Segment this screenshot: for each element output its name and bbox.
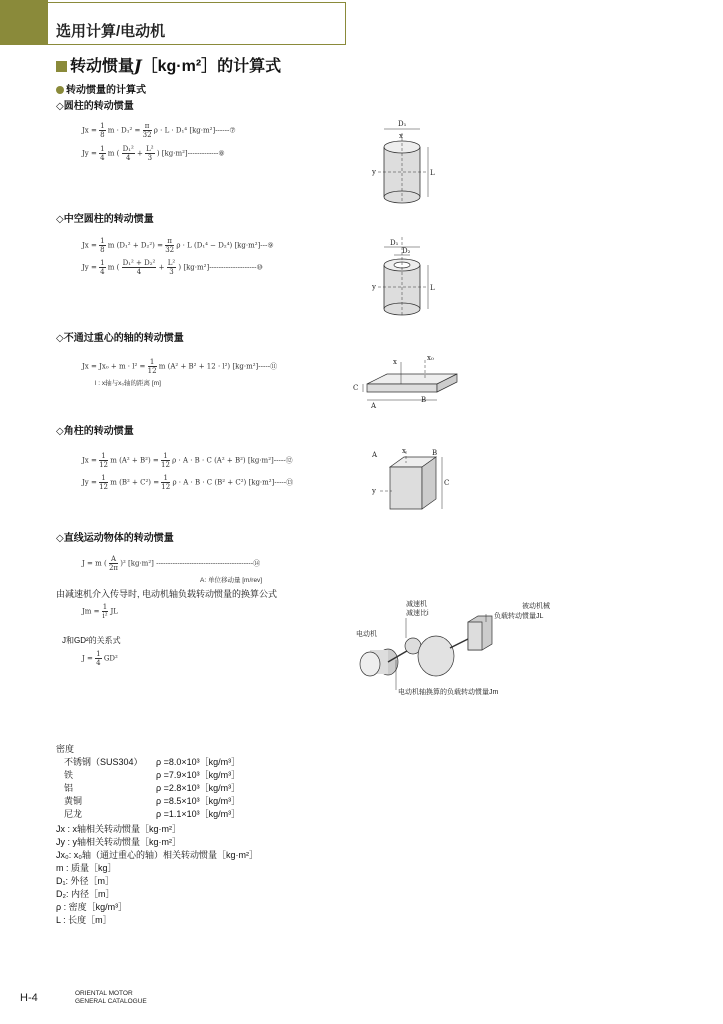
legend-item: m : 质量［kg］ [56, 863, 117, 873]
reducer-diagram [350, 598, 560, 702]
cylinder-diagram [370, 115, 440, 205]
title-square-icon [56, 61, 67, 72]
formula-12: Jx = $\frac{1}{12}$ m (A² + B²) = $\frac{1}{12}$ ρ · A · B · C (A² + B²) [kg·m²]-----⑫ [82, 452, 293, 469]
formula-11: Jx = Jx₀ + m · l² = $\frac{1}{12}$ m (A² + B² + 12 · l²) [kg·m²]-----⑪ [82, 358, 278, 375]
label-reducer: 减速机 [406, 601, 427, 608]
label-ratio: 减速比i [406, 610, 429, 617]
formula-14: J = m ( $\frac{A}{2\pi}$ )² [kg·m²] -----------------------------------------⑭ [82, 555, 261, 572]
legend-item: Jy : y轴相关转动惯量［kg·m²］ [56, 837, 181, 847]
label-A-offaxis: A [371, 402, 377, 410]
label-D2: D₂ [402, 247, 411, 255]
label-x: x [399, 132, 403, 140]
label-D1: D₁ [398, 120, 407, 128]
section-linear: ◇直线运动物体的转动惯量 [56, 533, 174, 544]
header-tab [0, 0, 48, 44]
density-value: ρ =1.1×10³［kg/m³］ [156, 809, 241, 819]
label-x0: x₀ [427, 354, 434, 362]
page-number: H-4 [20, 992, 38, 1004]
header-title: 选用计算/电动机 [56, 23, 166, 40]
density-name: 黄铜 [64, 796, 83, 806]
label-B-prism: B [432, 449, 438, 457]
formula-8: Jy = $\frac{1}{4}$ m ( $\frac{\text{D₁²}}{4}$ + $\frac{\text{L²}}{3}$ ) [kg·m²]-------------⑧ [82, 145, 225, 162]
header-rule-bottom [0, 44, 346, 45]
label-motor-axis: 电动机轴换算的负载转动惯量Jm [398, 689, 499, 696]
header-rule-top [48, 2, 346, 3]
density-name: 铁 [64, 770, 74, 780]
legend-item: D₂: 内径［m］ [56, 889, 115, 899]
legend-item: Jx : x轴相关转动惯量［kg·m²］ [56, 824, 181, 834]
formula-10: Jy = $\frac{1}{4}$ m ( $\frac{\text{D₁² + D₂²}}{4}$ + $\frac{\text{L²}}{3}$ ) [kg·m²]--------------------⑩ [82, 259, 263, 276]
label-L: L [430, 169, 435, 177]
density-value: ρ =8.0×10³［kg/m³］ [156, 757, 241, 767]
density-table [56, 742, 356, 822]
label-C-offaxis: C [353, 384, 359, 392]
section-prism: ◇角柱的转动惯量 [56, 426, 134, 437]
label-x-prism: x [402, 447, 406, 455]
label-y-hollow: y [372, 283, 376, 291]
label-x-offaxis: x [393, 358, 397, 366]
section-offaxis: ◇不通过重心的轴的转动惯量 [56, 333, 184, 344]
page-title: 转动惯量J［kg·m²］的计算式 [56, 53, 281, 76]
prism-diagram [362, 445, 462, 515]
label-load-inertia: 负载转动惯量JL [494, 613, 544, 620]
legend-item: L : 长度［m］ [56, 915, 112, 925]
label-A-prism: A [372, 451, 378, 459]
formula-7: Jx = $\frac{1}{8}$ m · D₁² = $\frac{\pi}{32}$ ρ · L · D₁⁴ [kg·m²]------⑦ [82, 122, 236, 139]
label-driven: 被动机械 [522, 603, 550, 610]
legend-item: ρ : 密度［kg/m³］ [56, 902, 128, 912]
density-name: 铝 [64, 783, 74, 793]
density-name: 尼龙 [64, 809, 83, 819]
section-cylinder: ◇圆柱的转动惯量 [56, 101, 134, 112]
label-y: y [372, 168, 376, 176]
label-C-prism: C [444, 479, 450, 487]
density-title: 密度 [56, 744, 75, 754]
bullet-dot-icon [56, 86, 64, 94]
label-D1-hollow: D₁ [390, 239, 399, 247]
symbol-legend [56, 822, 356, 932]
section-hollow: ◇中空圆柱的转动惯量 [56, 214, 154, 225]
label-L-hollow: L [430, 284, 435, 292]
density-name: 不锈钢（SUS304） [64, 757, 143, 767]
hollow-cylinder-diagram [370, 233, 440, 318]
label-y-prism: y [372, 487, 376, 495]
formula-13: Jy = $\frac{1}{12}$ m (B² + C²) = $\frac{1}{12}$ ρ · A · B · C (B² + C²) [kg·m²]-----⑬ [82, 474, 294, 491]
label-motor: 电动机 [356, 631, 377, 638]
footer-brand: ORIENTAL MOTOR GENERAL CATALOGUE [75, 990, 147, 1005]
gear-title: 由减速机介入传导时, 电动机轴负载转动惯量的换算公式 [56, 589, 278, 599]
linear-note: A: 单位移动量 [m/rev] [200, 577, 263, 584]
formula-9: Jx = $\frac{1}{8}$ m (D₁² + D₂²) = $\frac{\pi}{32}$ ρ · L (D₁⁴ − D₂⁴) [kg·m²]---⑨ [82, 237, 274, 254]
formula-gear: Jm = $\frac{1}{\text{i²}}$ JL [82, 603, 118, 620]
density-value: ρ =7.9×10³［kg/m³］ [156, 770, 241, 780]
density-value: ρ =8.5×10³［kg/m³］ [156, 796, 241, 806]
header-rule-vertical [345, 2, 346, 45]
section-main: 转动惯量的计算式 [56, 81, 146, 96]
legend-item: D₁: 外径［m］ [56, 876, 115, 886]
legend-item: Jx₀: x₀轴（通过重心的轴）相关转动惯量［kg·m²］ [56, 850, 258, 860]
offaxis-note: l : x轴与x₀轴的距离 [m] [95, 380, 161, 387]
density-value: ρ =2.8×10³［kg/m³］ [156, 783, 241, 793]
gd-title: J和GD²的关系式 [62, 636, 121, 645]
offaxis-diagram [345, 350, 465, 412]
label-B-offaxis: B [421, 396, 427, 404]
formula-gd: J = $\frac{1}{4}$ GD² [82, 650, 118, 667]
